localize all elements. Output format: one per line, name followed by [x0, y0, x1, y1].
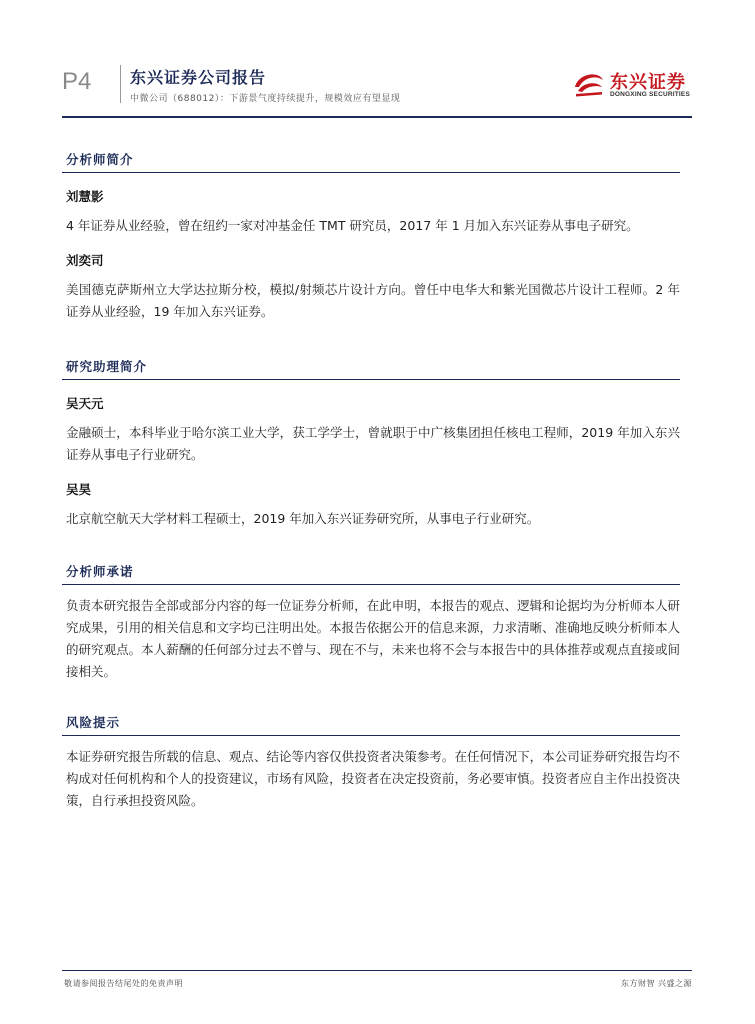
logo-text-cn: 东兴证券 — [610, 72, 686, 93]
risk-warning-section — [62, 713, 680, 812]
assistant-name: 吴昊 — [66, 482, 92, 497]
risk-text: 本证券研究报告所载的信息、观点、结论等内容仅供投资者决策参考。在任何情况下，本公司证券研究报告均不构成对任何机构和个人的投资建议，市场有风险，投资者在决定投资前，务必要审慎。投资者应自主作出投资决策，自行承担投资风险。 — [66, 749, 680, 808]
assistant-bio: 金融硕士，本科毕业于哈尔滨工业大学，获工学学士，曾就职于中广核集团担任核电工程师，2019 年加入东兴证券从事电子行业研究。 — [66, 425, 680, 462]
header-rule — [62, 116, 692, 118]
report-title: 东兴证券公司报告 — [130, 68, 267, 87]
header-divider — [120, 65, 121, 103]
footer-rule — [62, 970, 692, 971]
footer-disclaimer-note: 敬请参阅报告结尾处的免责声明 — [64, 979, 183, 988]
section-title: 风险提示 — [62, 713, 680, 736]
section-title: 分析师承诺 — [62, 562, 680, 585]
logo-text-en: DONGXING SECURITIES — [610, 91, 691, 98]
report-body — [62, 150, 680, 812]
company-logo — [572, 65, 692, 105]
assistant-bio: 北京航空航天大学材料工程硕士，2019 年加入东兴证券研究所，从事电子行业研究。 — [66, 511, 540, 526]
analyst-section — [62, 150, 680, 323]
page-header — [62, 55, 692, 115]
assistant-name: 吴天元 — [66, 396, 104, 411]
analyst-bio: 4 年证券从业经验，曾在纽约一家对冲基金任 TMT 研究员，2017 年 1 月加入东兴证券从事电子研究。 — [66, 218, 639, 233]
report-subtitle: 中微公司（688012）：下游景气度持续提升，规模效应有望显现 — [130, 94, 401, 104]
section-title: 分析师简介 — [62, 150, 680, 173]
page-number: P4 — [62, 68, 92, 95]
commitment-text: 负责本研究报告全部或部分内容的每一位证券分析师，在此申明，本报告的观点、逻辑和论据均为分析师本人研究成果，引用的相关信息和文字均已注明出处。本报告依据公开的信息来源，力求清晰、准确地反映分析师本人的研究观点。本人薪酬的任何部分过去不曾与、现在不与，未来也将不会与本报告中的具体推荐或观点直接或间接相关。 — [66, 598, 680, 679]
research-assistant-section — [62, 357, 680, 530]
logo-mark-icon — [572, 67, 606, 99]
analyst-name: 刘奕司 — [66, 253, 104, 268]
analyst-name: 刘慧影 — [66, 189, 104, 204]
section-title: 研究助理简介 — [62, 357, 680, 380]
analyst-commitment-section — [62, 562, 680, 683]
analyst-bio: 美国德克萨斯州立大学达拉斯分校，模拟/射频芯片设计方向。曾任中电华大和紫光国微芯片设计工程师。2 年证券从业经验，19 年加入东兴证券。 — [66, 282, 680, 319]
footer-slogan: 东方财智 兴盛之源 — [620, 979, 692, 988]
